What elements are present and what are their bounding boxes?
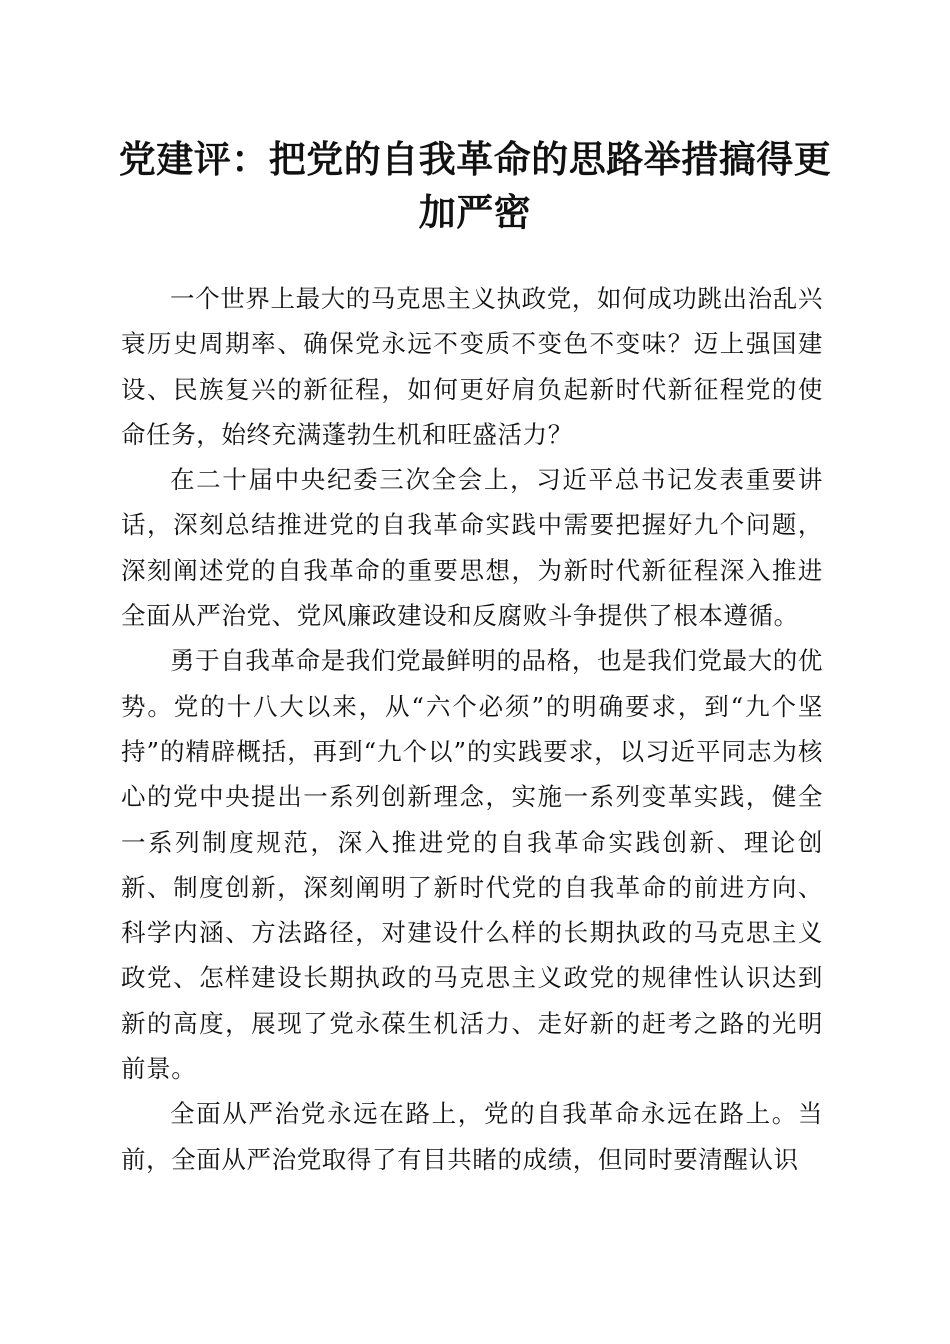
document-title: 党建评：把党的自我革命的思路举措搞得更加严密 <box>118 137 832 234</box>
paragraph-2: 在二十届中央纪委三次全会上，习近平总书记发表重要讲话，深刻总结推进党的自我革命实践中需要把握好九个问题，深刻阐述党的自我革命的重要思想，为新时代新征程深入推进全面从严治党、党风廉政建设和反腐败斗争提供了根本遵循。 <box>121 465 823 631</box>
paragraph-3: 勇于自我革命是我们党最鲜明的品格，也是我们党最大的优势。党的十八大以来，从“六个必须”的明确要求，到“九个坚持”的精辟概括，再到“九个以”的实践要求，以习近平同志为核心的党中央提出一系列创新理念，实施一系列变革实践，健全一系列制度规范，深入推进党的自我革命实践创新、理论创新、制度创新，深刻阐明了新时代党的自我革命的前进方向、科学内涵、方法路径，对建设什么样的长期执政的马克思主义政党、怎样建设长期执政的马克思主义政党的规律性认识达到新的高度，展现了党永葆生机活力、走好新的赶考之路的光明前景。 <box>121 646 823 1084</box>
paragraph-4: 全面从严治党永远在路上，党的自我革命永远在路上。当前，全面从严治党取得了有目共睹的成绩，但同时要清醒认识 <box>121 1099 823 1174</box>
paragraph-1: 一个世界上最大的马克思主义执政党，如何成功跳出治乱兴衰历史周期率、确保党永远不变质不变色不变味？迈上强国建设、民族复兴的新征程，如何更好肩负起新时代新征程党的使命任务，始终充满蓬勃生机和旺盛活力？ <box>121 284 823 449</box>
document-body <box>121 276 823 1182</box>
